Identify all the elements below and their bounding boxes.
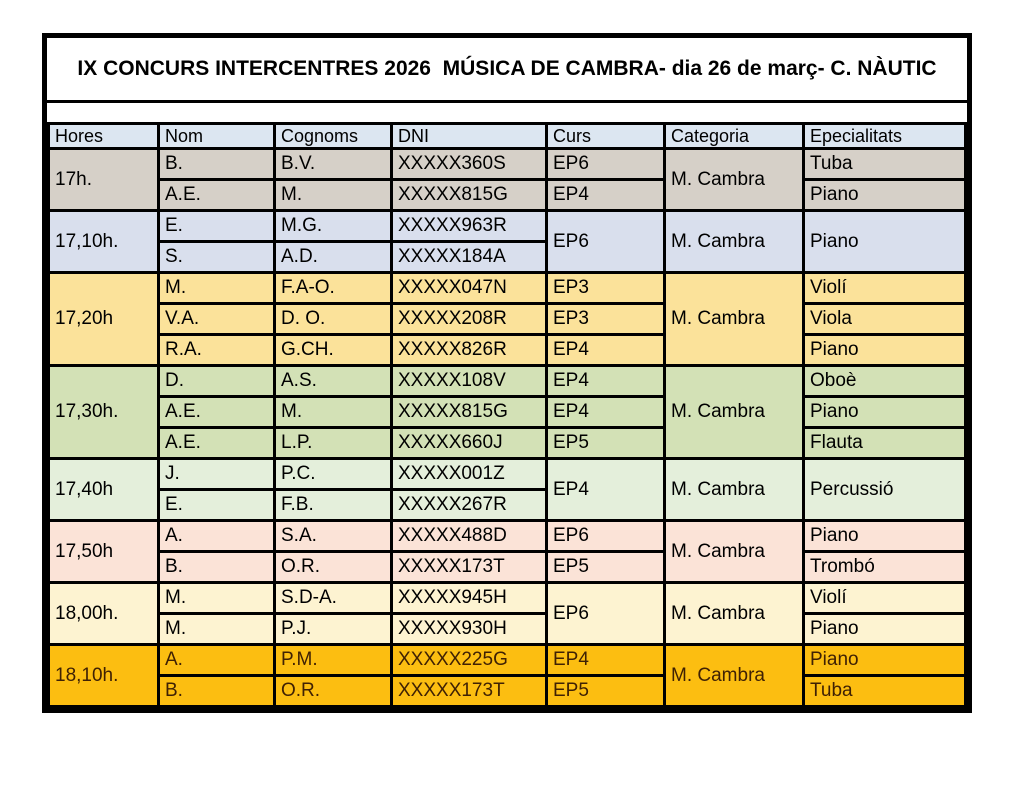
cognoms-cell: P.J. [275,614,392,645]
nom-cell: M. [159,614,275,645]
nom-cell: B. [159,149,275,180]
especialitat-cell: Oboè [804,366,966,397]
cognoms-cell: P.M. [275,645,392,676]
column-header-hores: Hores [49,124,159,149]
dni-cell: XXXXX173T [392,552,547,583]
cognoms-cell: M. [275,180,392,211]
dni-cell: XXXXX047N [392,273,547,304]
nom-cell: D. [159,366,275,397]
hores-cell: 17,50h [49,521,159,583]
curs-cell: EP6 [547,211,665,273]
dni-cell: XXXXX267R [392,490,547,521]
nom-cell: J. [159,459,275,490]
curs-cell: EP3 [547,304,665,335]
especialitat-cell: Piano [804,521,966,552]
nom-cell: A. [159,521,275,552]
especialitat-cell: Tuba [804,149,966,180]
cognoms-cell: F.B. [275,490,392,521]
dni-cell: XXXXX360S [392,149,547,180]
nom-cell: M. [159,273,275,304]
curs-cell: EP4 [547,366,665,397]
cognoms-cell: F.A-O. [275,273,392,304]
cognoms-cell: M. [275,397,392,428]
nom-cell: R.A. [159,335,275,366]
hores-cell: 17,40h [49,459,159,521]
hores-cell: 17,30h. [49,366,159,459]
hores-cell: 18,00h. [49,583,159,645]
cognoms-cell: M.G. [275,211,392,242]
dni-cell: XXXXX108V [392,366,547,397]
nom-cell: A.E. [159,428,275,459]
cognoms-cell: S.A. [275,521,392,552]
curs-cell: EP4 [547,335,665,366]
categoria-cell: M. Cambra [665,273,804,366]
nom-cell: S. [159,242,275,273]
nom-cell: E. [159,211,275,242]
especialitat-cell: Violí [804,583,966,614]
categoria-cell: M. Cambra [665,583,804,645]
nom-cell: A. [159,645,275,676]
curs-cell: EP6 [547,149,665,180]
nom-cell: E. [159,490,275,521]
dni-cell: XXXXX488D [392,521,547,552]
especialitat-cell: Violí [804,273,966,304]
nom-cell: M. [159,583,275,614]
dni-cell: XXXXX208R [392,304,547,335]
curs-cell: EP6 [547,583,665,645]
dni-cell: XXXXX173T [392,676,547,707]
title-table-gap [47,103,967,122]
dni-cell: XXXXX815G [392,180,547,211]
categoria-cell: M. Cambra [665,521,804,583]
cognoms-cell: L.P. [275,428,392,459]
especialitat-cell: Piano [804,180,966,211]
especialitat-cell: Viola [804,304,966,335]
dni-cell: XXXXX225G [392,645,547,676]
curs-cell: EP4 [547,397,665,428]
cognoms-cell: A.D. [275,242,392,273]
especialitat-cell: Piano [804,614,966,645]
especialitat-cell: Piano [804,397,966,428]
cognoms-cell: B.V. [275,149,392,180]
cognoms-cell: A.S. [275,366,392,397]
document-frame [42,33,972,713]
categoria-cell: M. Cambra [665,366,804,459]
dni-cell: XXXXX815G [392,397,547,428]
curs-cell: EP5 [547,552,665,583]
especialitat-cell: Percussió [804,459,966,521]
dni-cell: XXXXX930H [392,614,547,645]
curs-cell: EP4 [547,459,665,521]
dni-cell: XXXXX184A [392,242,547,273]
column-header-curs: Curs [547,124,665,149]
dni-cell: XXXXX945H [392,583,547,614]
dni-cell: XXXXX826R [392,335,547,366]
nom-cell: B. [159,676,275,707]
nom-cell: A.E. [159,180,275,211]
especialitat-cell: Tuba [804,676,966,707]
especialitat-cell: Flauta [804,428,966,459]
dni-cell: XXXXX001Z [392,459,547,490]
dni-cell: XXXXX660J [392,428,547,459]
cognoms-cell: O.R. [275,552,392,583]
especialitat-cell: Piano [804,645,966,676]
hores-cell: 18,10h. [49,645,159,707]
schedule-table [47,122,967,708]
cognoms-cell: S.D-A. [275,583,392,614]
categoria-cell: M. Cambra [665,149,804,211]
cognoms-cell: P.C. [275,459,392,490]
column-header-categoria: Categoria [665,124,804,149]
cognoms-cell: G.CH. [275,335,392,366]
table-header-row [49,124,966,149]
curs-cell: EP6 [547,521,665,552]
hores-cell: 17h. [49,149,159,211]
curs-cell: EP4 [547,180,665,211]
cognoms-cell: D. O. [275,304,392,335]
dni-cell: XXXXX963R [392,211,547,242]
curs-cell: EP5 [547,428,665,459]
categoria-cell: M. Cambra [665,645,804,707]
hores-cell: 17,20h [49,273,159,366]
hores-cell: 17,10h. [49,211,159,273]
nom-cell: V.A. [159,304,275,335]
column-header-dni: DNI [392,124,547,149]
column-header-nom: Nom [159,124,275,149]
cognoms-cell: O.R. [275,676,392,707]
nom-cell: A.E. [159,397,275,428]
especialitat-cell: Piano [804,211,966,273]
categoria-cell: M. Cambra [665,211,804,273]
curs-cell: EP4 [547,645,665,676]
column-header-epecialitats: Epecialitats [804,124,966,149]
table-body [49,149,966,707]
curs-cell: EP5 [547,676,665,707]
nom-cell: B. [159,552,275,583]
especialitat-cell: Trombó [804,552,966,583]
document-title: IX CONCURS INTERCENTRES 2026 MÚSICA DE CAMBRA- dia 26 de març- C. NÀUTIC [47,38,967,103]
especialitat-cell: Piano [804,335,966,366]
curs-cell: EP3 [547,273,665,304]
categoria-cell: M. Cambra [665,459,804,521]
column-header-cognoms: Cognoms [275,124,392,149]
